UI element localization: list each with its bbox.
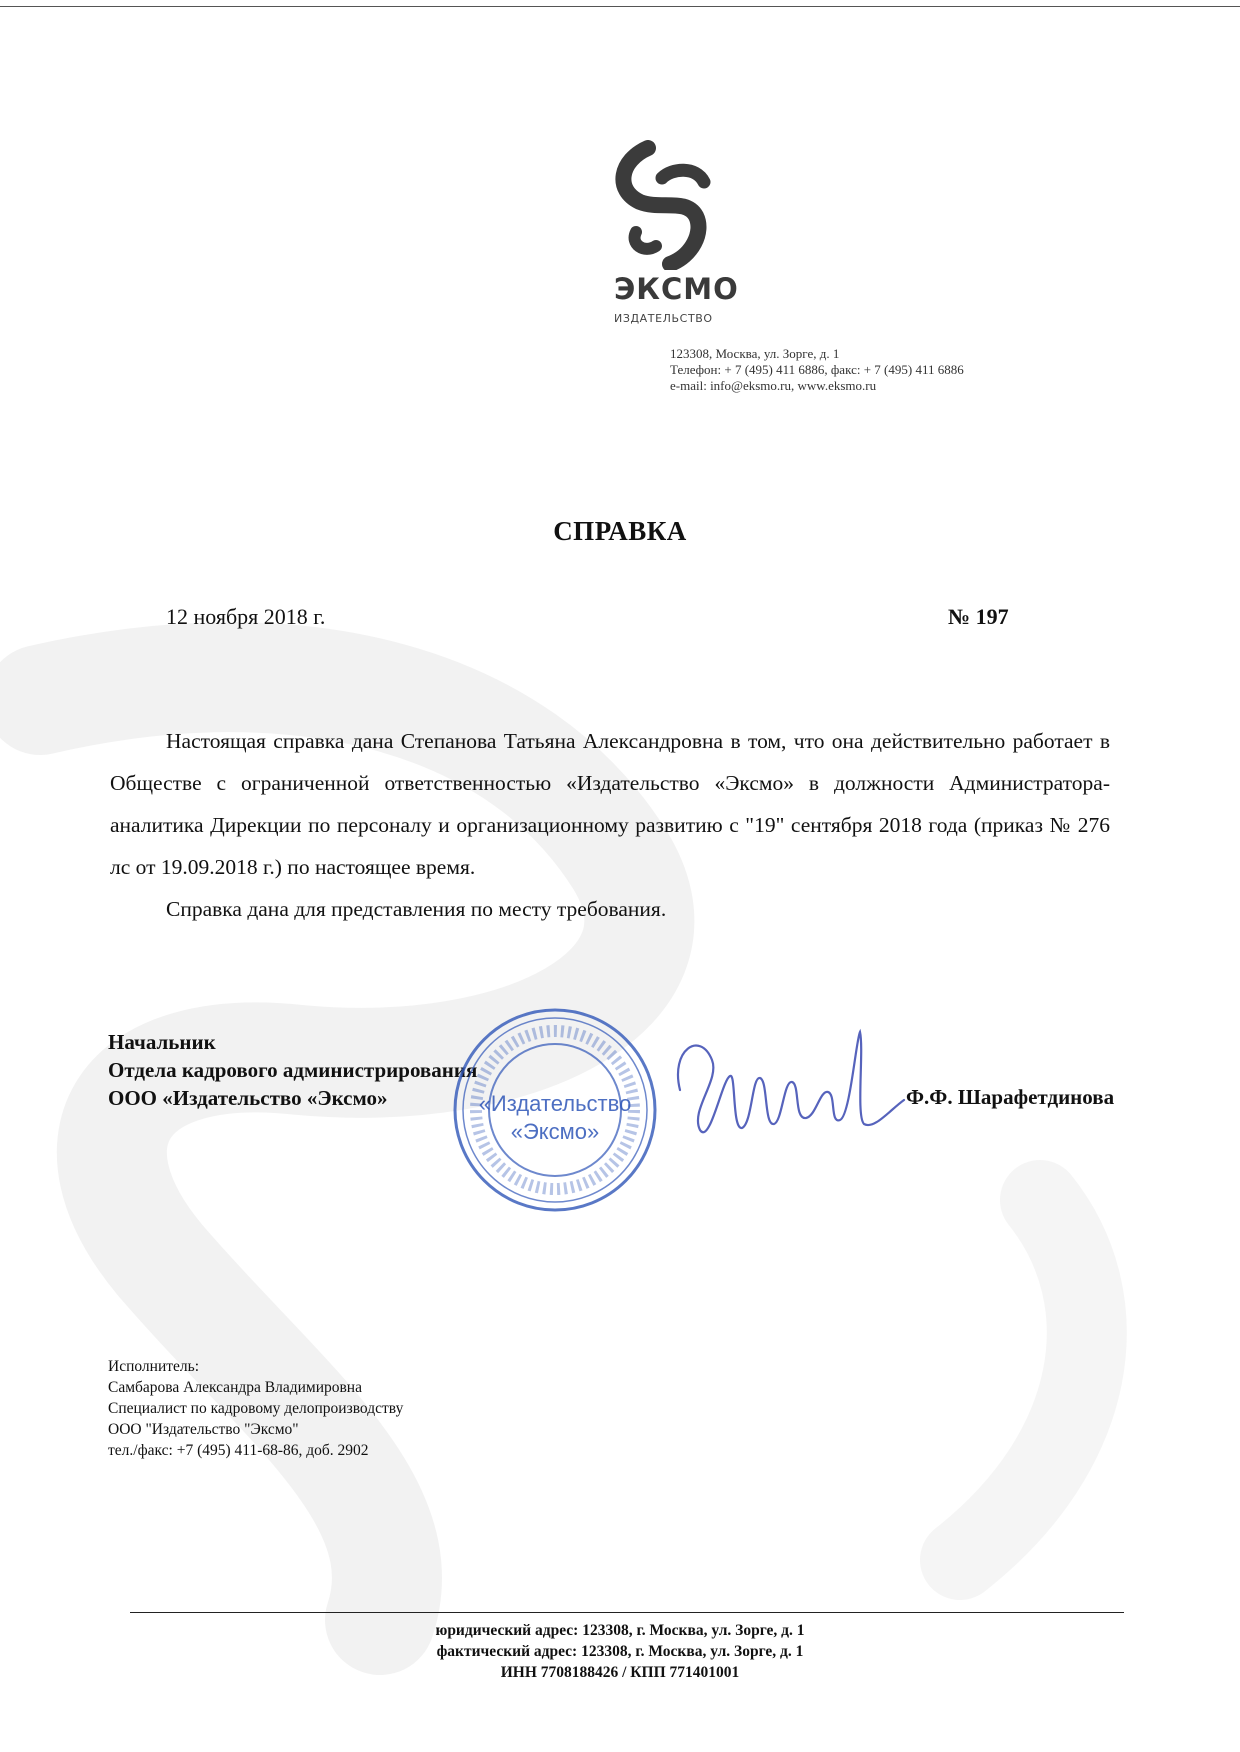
body-paragraph-main: Настоящая справка дана Степанова Татьяна Александровна в том, что она действительно работает в Обществе с ограниченной ответственностью «Издательство «Эксмо» в должности Администратора-аналитика Дирекции по персоналу и организационному развитию с "19" сентября 2018 года (приказ № 276 лс от 19.09.2018 г.) по настоящее время. (110, 729, 1110, 879)
body-paragraph-purpose: Справка дана для представления по месту требования. (166, 897, 667, 921)
executor-label: Исполнитель: (108, 1358, 200, 1375)
signer-name: Ф.Ф. Шарафетдинова (906, 1085, 1115, 1109)
letterhead-email-web: e-mail: info@eksmo.ru, www.eksmo.ru (670, 378, 877, 393)
brand-name: ЭКСМО (614, 272, 739, 306)
document-body (110, 720, 1110, 930)
document-date: 12 ноября 2018 г. (166, 604, 326, 629)
executor-name: Самбарова Александра Владимировна (108, 1379, 362, 1396)
stamp-text-line2: «Эксмо» (510, 1119, 600, 1144)
handwritten-signature-icon (660, 1020, 910, 1160)
footer-tax-ids: ИНН 7708188426 / КПП 771401001 (500, 1664, 740, 1681)
footer-divider (130, 1612, 1124, 1613)
letterhead-address: 123308, Москва, ул. Зорге, д. 1 (670, 346, 840, 361)
executor-block (108, 1356, 403, 1461)
signatory-organization: ООО «Издательство «Эксмо» (108, 1086, 388, 1110)
stamp-center-text (465, 1090, 645, 1146)
footer-legal-address: юридический адрес: 123308, г. Москва, ул. Зорге, д. 1 (435, 1622, 805, 1639)
signatory-title-block (108, 1028, 477, 1112)
document-title: СПРАВКА (553, 516, 687, 546)
eksmo-logo-icon (600, 140, 740, 270)
executor-company: ООО "Издательство "Эксмо" (108, 1421, 299, 1438)
stamp-text-line1: «Издательство (478, 1091, 632, 1116)
brand-subtitle: ИЗДАТЕЛЬСТВО (614, 312, 713, 325)
signatory-position-line1: Начальник (108, 1030, 216, 1054)
executor-position: Специалист по кадровому делопроизводству (108, 1400, 404, 1417)
letterhead-contacts (670, 346, 964, 394)
executor-phone: тел./факс: +7 (495) 411-68-86, доб. 2902 (108, 1442, 369, 1459)
document-number: № 197 (948, 604, 1009, 629)
letterhead-phone-fax: Телефон: + 7 (495) 411 6886, факс: + 7 (495) 411 6886 (670, 362, 964, 377)
footer-actual-address: фактический адрес: 123308, г. Москва, ул. Зорге, д. 1 (436, 1643, 804, 1660)
footer-block (0, 1620, 1240, 1683)
signatory-position-line2: Отдела кадрового администрирования (108, 1058, 478, 1082)
